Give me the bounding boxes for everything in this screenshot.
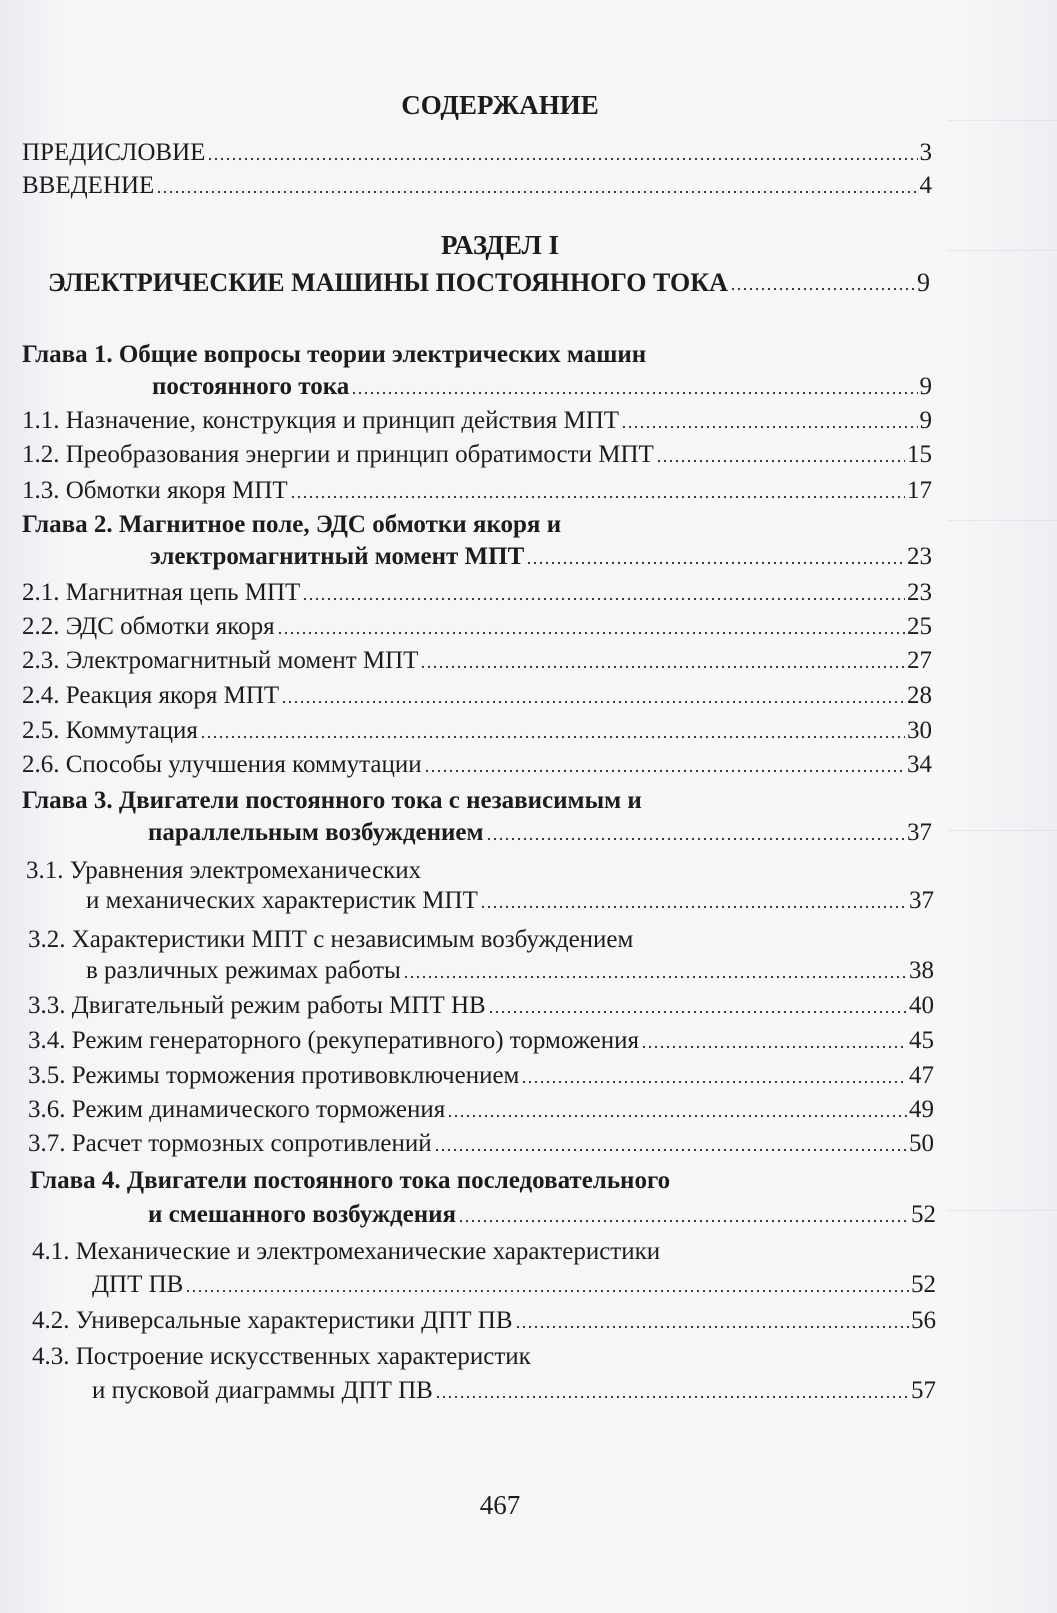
dot-leader [403,975,907,979]
entry-page: 57 [911,1377,936,1404]
entry-label-line2: ДПТ ПВ [92,1271,184,1298]
entry-label: 2.5. Коммутация [22,717,198,744]
entry-label: 3.5. Режимы торможения противовключением [28,1062,520,1089]
toc-entry[interactable] [28,985,934,1021]
entry-page: 15 [907,441,932,468]
chapter-heading: Глава 4. Двигатели постоянного тока последовательного [30,1167,671,1194]
entry-label: 2.6. Способы улучшения коммутации [22,751,422,778]
entry-page: 28 [907,682,932,709]
chapter-heading: Глава 3. Двигатели постоянного тока с независимым и [22,787,642,814]
entry-page: 3 [919,139,932,166]
entry-page: 45 [909,1027,934,1054]
dot-leader [526,561,905,565]
dot-leader [621,425,917,429]
entry-label: 1.3. Обмотки якоря МПТ [22,477,288,504]
chapter-entry[interactable] [148,1194,936,1230]
dot-leader [521,1080,907,1084]
entry-page: 9 [919,373,932,400]
section-label: РАЗДЕЛ I [440,230,560,260]
dot-leader [185,1289,909,1293]
dot-leader [480,905,907,909]
toc-title: СОДЕРЖАНИЕ [401,90,599,120]
toc-entry[interactable] [28,1020,934,1056]
entry-page: 4 [919,172,932,199]
entry-page: 17 [907,477,932,504]
dot-leader [351,391,917,395]
dot-leader [277,631,905,635]
toc-entry[interactable] [22,744,932,780]
bleed-through-line [947,1210,1057,1211]
toc-entry[interactable] [22,710,932,746]
entry-label: 2.2. ЭДС обмотки якоря [22,613,275,640]
toc-entry[interactable] [32,1300,936,1336]
dot-leader [486,837,905,841]
entry-page: 25 [907,613,932,640]
toc-entry[interactable] [86,880,934,916]
entry-page: 56 [911,1307,936,1334]
entry-label-line2: в различных режимах работы [86,957,401,984]
toc-entry[interactable] [22,640,932,676]
entry-label: 4.2. Универсальные характеристики ДПТ ПВ [32,1307,513,1334]
entry-page: 9 [919,407,932,434]
toc-entry[interactable] [22,400,932,436]
entry-label: 3.4. Режим генераторного (рекуперативного) торможения [28,1027,639,1054]
dot-leader [641,1045,907,1049]
entry-page: 50 [909,1130,934,1157]
entry-page: 37 [907,819,932,846]
entry-label: 2.4. Реакция якоря МПТ [22,682,280,709]
entry-page: 52 [911,1271,936,1298]
dot-leader [302,597,905,601]
entry-page: 38 [909,957,934,984]
entry-page: 23 [907,579,932,606]
toc-entry[interactable] [28,1123,934,1159]
dot-leader [447,1114,907,1118]
section-title: ЭЛЕКТРИЧЕСКИЕ МАШИНЫ ПОСТОЯННОГО ТОКА [48,268,728,297]
chapter-title-cont: параллельным возбуждением [148,819,484,846]
entry-page: 9 [917,268,930,297]
dot-leader [435,1395,909,1399]
entry-page: 52 [911,1201,936,1228]
toc-entry[interactable] [86,950,934,986]
entry-label-line1: 4.3. Построение искусственных характеристик [32,1343,531,1370]
dot-leader [458,1219,909,1223]
toc-entry[interactable] [22,132,932,168]
toc-entry[interactable] [28,1089,934,1125]
chapter-title-cont: постоянного тока [152,373,350,400]
entry-page: 49 [909,1096,934,1123]
entry-page: 23 [907,543,932,570]
toc-entry[interactable] [92,1264,936,1300]
dot-leader [730,287,915,291]
entry-page: 27 [907,647,932,674]
chapter-entry[interactable] [152,366,932,402]
entry-label: 3.6. Режим динамического торможения [28,1096,446,1123]
entry-page: 34 [907,751,932,778]
entry-page: 37 [909,887,934,914]
chapter-heading: Глава 1. Общие вопросы теории электрических машин [22,341,647,368]
dot-leader [200,735,905,739]
entry-label: 2.3. Электромагнитный момент МПТ [22,647,419,674]
chapter-title-cont: электромагнитный момент МПТ [150,543,525,570]
entry-label: 2.1. Магнитная цепь МПТ [22,579,301,606]
entry-label: 3.3. Двигательный режим работы МПТ НВ [28,992,486,1019]
entry-page: 47 [909,1062,934,1089]
dot-leader [420,665,905,669]
entry-label-line2: и пусковой диаграммы ДПТ ПВ [92,1377,433,1404]
chapter-entry[interactable] [150,536,932,572]
entry-label: ВВЕДЕНИЕ [22,172,155,199]
chapter-entry[interactable] [148,812,932,848]
toc-entry[interactable] [22,606,932,642]
toc-entry[interactable] [22,165,932,201]
entry-label-line2: и механических характеристик МПТ [86,887,478,914]
dot-leader [656,459,905,463]
section-entry[interactable] [48,262,930,298]
dot-leader [424,769,905,773]
toc-entry[interactable] [22,675,932,711]
bleed-through-line [947,830,1057,831]
entry-label-line1: 3.2. Характеристики МПТ с независимым возбуждением [28,926,634,953]
chapter-heading: Глава 2. Магнитное поле, ЭДС обмотки якоря и [22,511,562,538]
toc-entry[interactable] [28,1055,934,1091]
dot-leader [281,700,905,704]
dot-leader [290,495,905,499]
chapter-title-cont: и смешанного возбуждения [148,1201,457,1228]
toc-entry[interactable] [92,1370,936,1406]
dot-leader [488,1010,907,1014]
entry-label: 3.7. Расчет тормозных сопротивлений [28,1130,432,1157]
entry-label: ПРЕДИСЛОВИЕ [22,139,206,166]
dot-leader [515,1325,910,1329]
entry-label-line1: 4.1. Механические и электромеханические характеристики [32,1238,661,1265]
entry-label-line1: 3.1. Уравнения электромеханических [26,857,422,884]
entry-page: 30 [907,717,932,744]
toc-entry[interactable] [22,434,932,470]
dot-leader [434,1148,907,1152]
bleed-through-line [947,520,1057,521]
dot-leader [156,190,917,194]
toc-entry[interactable] [22,470,932,506]
dot-leader [207,157,917,161]
entry-label: 1.2. Преобразования энергии и принцип обратимости МПТ [22,441,654,468]
page-number: 467 [479,1490,521,1520]
entry-page: 40 [909,992,934,1019]
entry-label: 1.1. Назначение, конструкция и принцип действия МПТ [22,407,620,434]
toc-entry[interactable] [22,572,932,608]
